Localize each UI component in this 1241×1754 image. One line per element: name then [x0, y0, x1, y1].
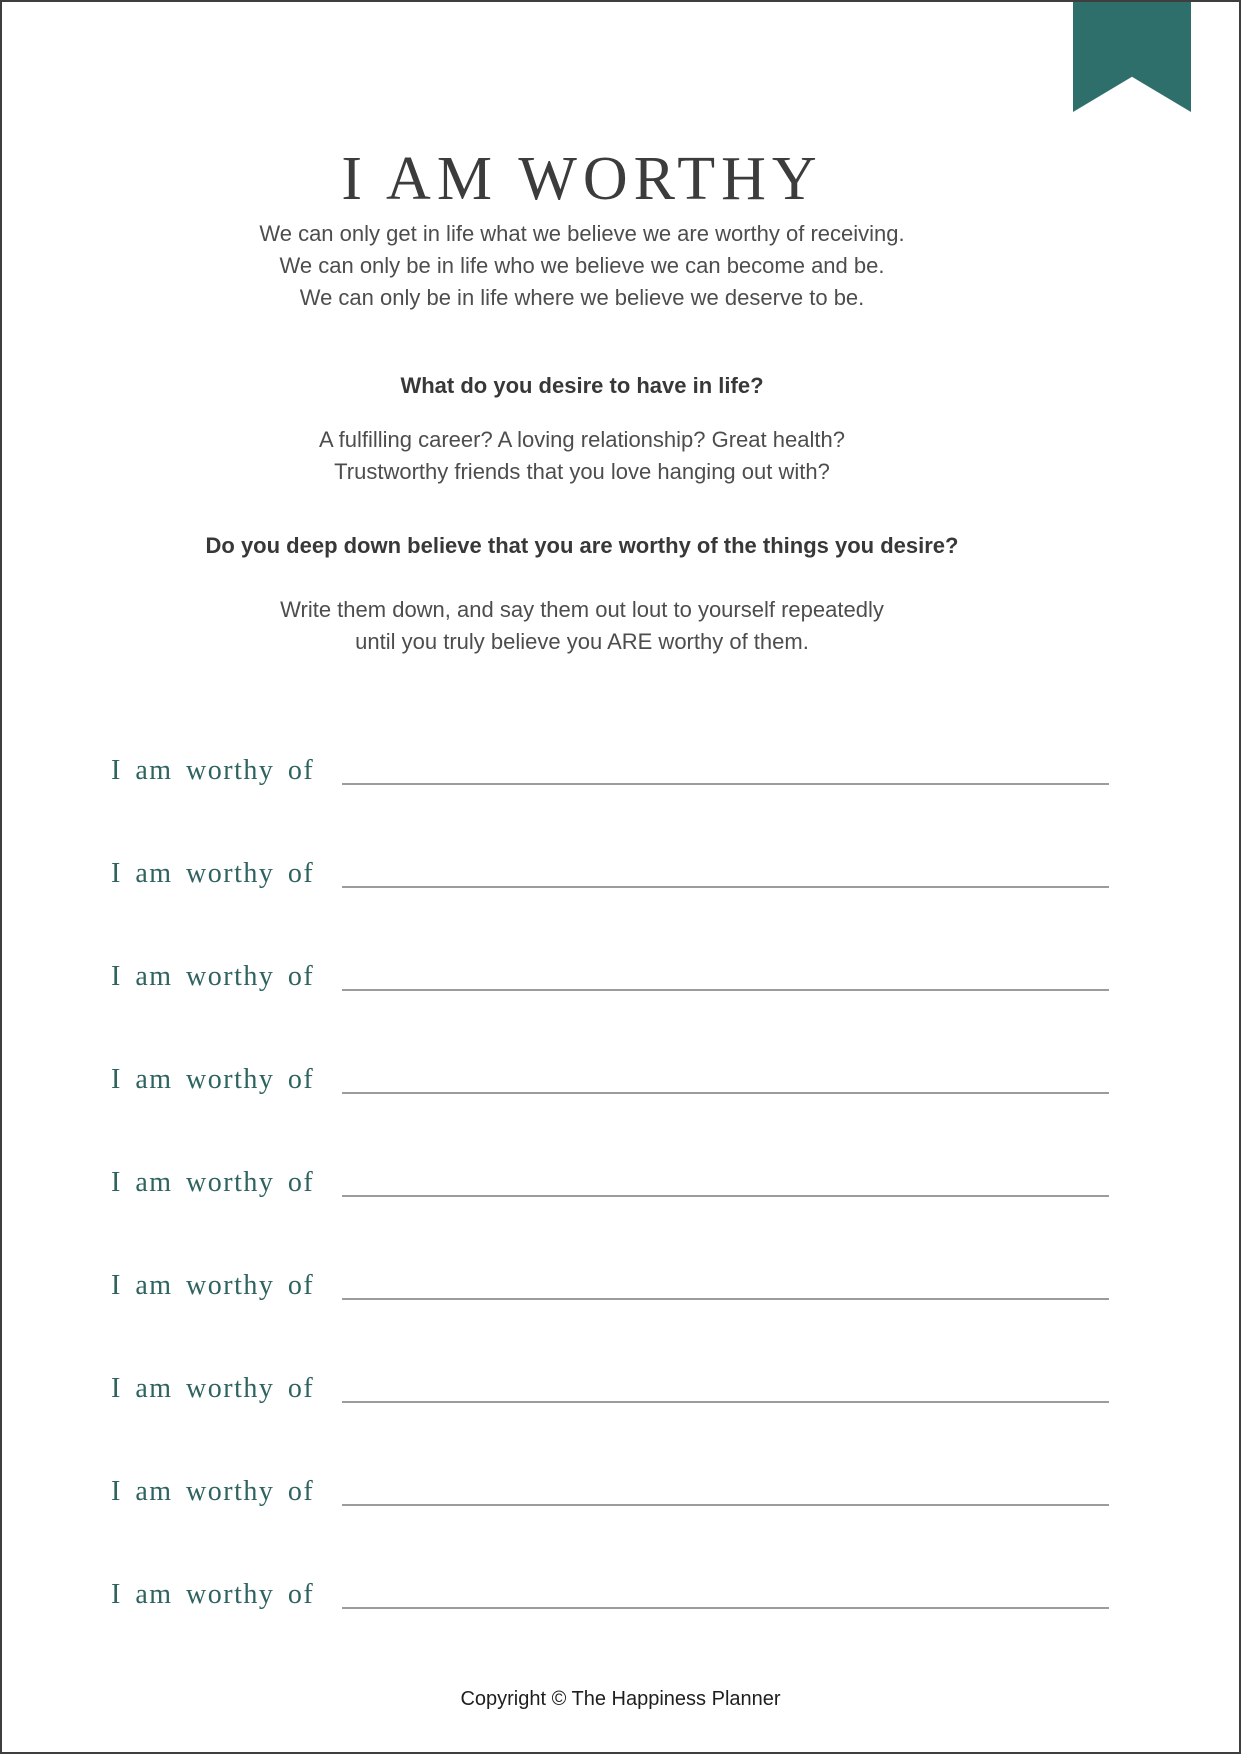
worthy-row [99, 1270, 1109, 1322]
instruction-line: until you truly believe you ARE worthy of them. [355, 629, 809, 654]
worthy-row [99, 1476, 1109, 1528]
worthy-row [99, 961, 1109, 1013]
worthy-row-write-line [342, 1175, 1109, 1197]
worthy-row-label: I am worthy of [111, 1064, 315, 1095]
intro-line: We can only get in life what we believe we are worthy of receiving. [259, 221, 905, 246]
question-believe: Do you deep down believe that you are worthy of the things you desire? [205, 533, 959, 558]
footer-copyright: Copyright © The Happiness Planner [460, 1688, 781, 1710]
worthy-row [99, 1579, 1109, 1631]
worthy-row-write-line [342, 969, 1109, 991]
worthy-row-label: I am worthy of [111, 1167, 315, 1198]
worthy-row-label: I am worthy of [111, 1270, 315, 1301]
worthy-row-label: I am worthy of [111, 961, 315, 992]
examples-line: A fulfilling career? A loving relationship? Great health? [319, 427, 845, 452]
worthy-row [99, 1064, 1109, 1116]
worthy-row-write-line [342, 1072, 1109, 1094]
question-desire: What do you desire to have in life? [400, 373, 764, 398]
worthy-rows-list [99, 2, 1109, 1754]
intro-line: We can only be in life where we believe we deserve to be. [299, 285, 865, 310]
worthy-row-write-line [342, 1484, 1109, 1506]
worthy-row [99, 1167, 1109, 1219]
worthy-row [99, 1373, 1109, 1425]
examples-line: Trustworthy friends that you love hanging out with? [334, 459, 830, 484]
worthy-row [99, 755, 1109, 807]
worthy-row-label: I am worthy of [111, 1373, 315, 1404]
worthy-row-label: I am worthy of [111, 1476, 315, 1507]
worthy-row-write-line [342, 1381, 1109, 1403]
worthy-row-label: I am worthy of [111, 755, 315, 786]
instruction-line: Write them down, and say them out lout to yourself repeatedly [280, 597, 884, 622]
worthy-row-label: I am worthy of [111, 858, 315, 889]
worthy-row [99, 858, 1109, 910]
worthy-row-write-line [342, 1587, 1109, 1609]
worthy-row-label: I am worthy of [111, 1579, 315, 1610]
worthy-row-write-line [342, 866, 1109, 888]
page-title: I AM WORTHY [341, 144, 823, 213]
intro-line: We can only be in life who we believe we can become and be. [279, 253, 885, 278]
worthy-row-write-line [342, 763, 1109, 785]
worthy-row-write-line [342, 1278, 1109, 1300]
